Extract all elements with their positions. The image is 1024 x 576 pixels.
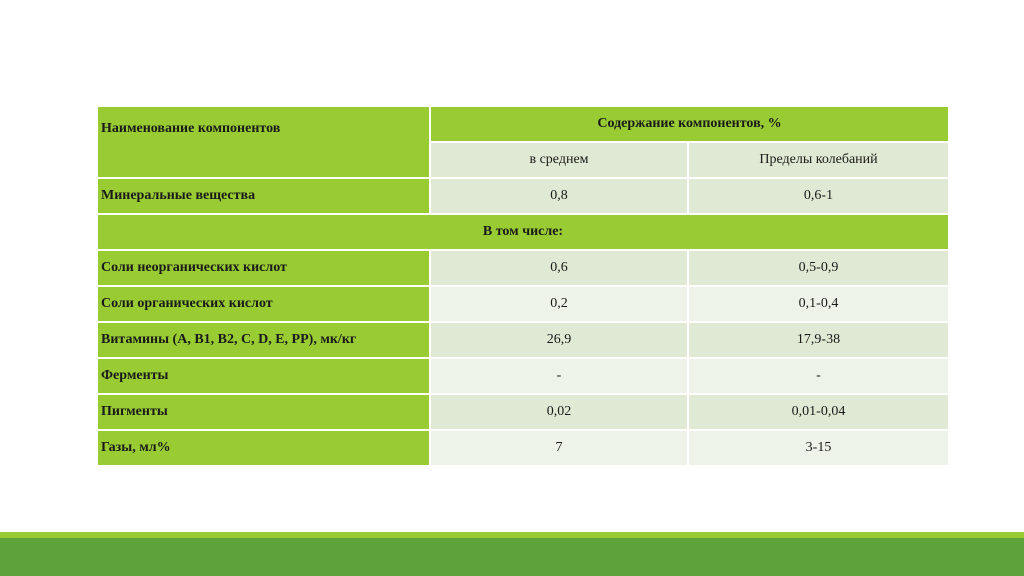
row-average: 0,8 (431, 179, 687, 213)
table-row (98, 287, 948, 321)
row-average: 0,6 (431, 251, 687, 285)
header-component-name: Наименование компонентов (98, 107, 429, 177)
table-row (98, 323, 948, 357)
table-row (98, 431, 948, 465)
row-range: 0,5-0,9 (689, 251, 948, 285)
row-range: 0,01-0,04 (689, 395, 948, 429)
header-content: Содержание компонентов, % (431, 107, 948, 141)
row-range: 17,9-38 (689, 323, 948, 357)
row-name: Пигменты (98, 395, 429, 429)
footer-bar (0, 538, 1024, 576)
row-average: - (431, 359, 687, 393)
row-range: - (689, 359, 948, 393)
row-name: Ферменты (98, 359, 429, 393)
row-range: 3-15 (689, 431, 948, 465)
row-average: 0,02 (431, 395, 687, 429)
header-average: в среднем (431, 143, 687, 177)
table-row (98, 251, 948, 285)
row-name: Минеральные вещества (98, 179, 429, 213)
table-row (98, 179, 948, 213)
row-range: 0,1-0,4 (689, 287, 948, 321)
components-table (96, 105, 950, 467)
row-name: Соли неорганических кислот (98, 251, 429, 285)
row-average: 7 (431, 431, 687, 465)
row-average: 26,9 (431, 323, 687, 357)
table-row (98, 359, 948, 393)
row-name: Газы, мл% (98, 431, 429, 465)
row-range: 0,6-1 (689, 179, 948, 213)
row-average: 0,2 (431, 287, 687, 321)
header-range: Пределы колебаний (689, 143, 948, 177)
row-name: Витамины (А, В1, В2, С, D, Е, РР), мк/кг (98, 323, 429, 357)
table-row (98, 395, 948, 429)
including-subheader: В том числе: (98, 215, 948, 249)
row-name: Соли органических кислот (98, 287, 429, 321)
